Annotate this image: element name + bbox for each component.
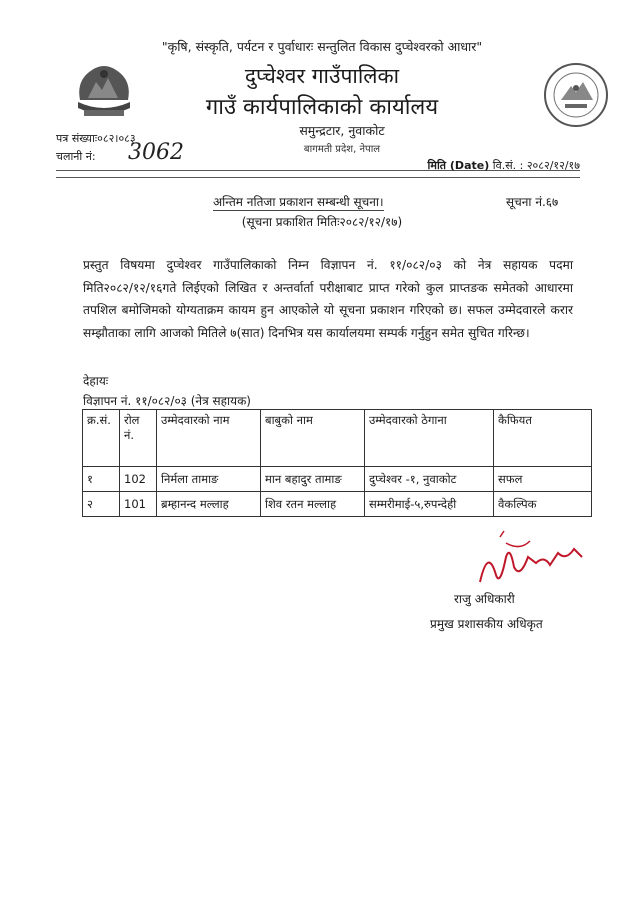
- cell-remarks: सफल: [494, 467, 592, 492]
- office-name: गाउँ कार्यपालिकाको कार्यालय: [205, 95, 439, 120]
- header-divider-bottom: [56, 177, 580, 178]
- col-roll: रोल नं.: [120, 410, 157, 467]
- vigyapan-number: विज्ञापन नं. ११/०८२/०३ (नेत्र सहायक): [83, 394, 251, 408]
- cell-father: शिव रतन मल्लाह: [261, 492, 365, 517]
- signatory-name: राजु अधिकारी: [454, 592, 515, 606]
- signature-icon: [470, 527, 590, 597]
- signatory-title: प्रमुख प्रशासकीय अधिकृत: [430, 617, 543, 631]
- chalani-number: 3062: [128, 140, 184, 165]
- cell-father: मान बहादुर तामाङ: [261, 467, 365, 492]
- office-address: समुन्द्रटार, नुवाकोट: [299, 123, 385, 138]
- cell-remarks: वैकल्पिक: [494, 492, 592, 517]
- col-remarks: कैफियत: [494, 410, 592, 467]
- cell-roll: 101: [120, 492, 157, 517]
- dehaya-label: देहायः: [83, 374, 109, 388]
- date-label: मिति (Date): [427, 159, 490, 172]
- cell-candidate: ब्रम्हानन्द मल्लाह: [157, 492, 261, 517]
- table-header-row: [83, 410, 592, 467]
- patra-sankhya: पत्र संख्याः०८२।०८३: [56, 132, 136, 145]
- date-value: वि.सं. : २०८२/१२/१७: [492, 159, 580, 172]
- chalani-label: चलानी नं:: [56, 150, 96, 163]
- province-line: बागमती प्रदेश, नेपाल: [303, 144, 381, 155]
- candidates-table: [82, 409, 592, 517]
- col-address: उम्मेदवारको ठेगाना: [365, 410, 494, 467]
- cell-candidate: निर्मला तामाङ: [157, 467, 261, 492]
- cell-roll: 102: [120, 467, 157, 492]
- municipality-seal-icon: [543, 62, 609, 128]
- cell-address: दुप्चेश्वर -१, नुवाकोट: [365, 467, 494, 492]
- table-row: [83, 492, 592, 517]
- org-name: दुप्चेश्वर गाउँपालिका: [244, 64, 400, 88]
- col-candidate: उम्मेदवारको नाम: [157, 410, 261, 467]
- notice-body: प्रस्तुत विषयमा दुप्चेश्वर गाउँपालिकाको निम्न विज्ञापन नं. ११/०८२/०३ को नेत्र सहायक पदमा मिति२०८२/१२/१६गते लिईएको लिखित र अन्तर्वार्ता परीक्षाबाट प्राप्त गरेको कुल प्राप्तङक समेतको आधारमा तपशिल बमोजिमको योग्यताक्रम कायम हुन आएकोले यो सूचना प्रकाशन गरिएको छ। सफल उम्मेदवारले करार सम्झौताका लागि आजको मितिले ७(सात) दिनभित्र यस कार्यालयमा सम्पर्क गर्नुहुन समेत सुचित गरिन्छ।: [83, 258, 573, 340]
- motto: "कृषि, संस्कृति, पर्यटन र पुर्वाधारः सन्तुलित विकास दुप्चेश्वरको आधार": [161, 39, 483, 54]
- cell-sn: २: [83, 492, 120, 517]
- cell-sn: १: [83, 467, 120, 492]
- notice-subject: अन्तिम नतिजा प्रकाशन सम्बन्धी सूचना।: [213, 195, 384, 209]
- col-sn: क्र.सं.: [83, 410, 120, 467]
- notice-number: सूचना नं.६७: [506, 195, 559, 209]
- col-father: बाबुको नाम: [261, 410, 365, 467]
- table-row: [83, 467, 592, 492]
- issue-date: [428, 158, 580, 173]
- published-date: (सूचना प्रकाशित मितिः२०८२/१२/१७): [241, 215, 403, 229]
- cell-address: सम्मरीमाई-५,रुपन्देही: [365, 492, 494, 517]
